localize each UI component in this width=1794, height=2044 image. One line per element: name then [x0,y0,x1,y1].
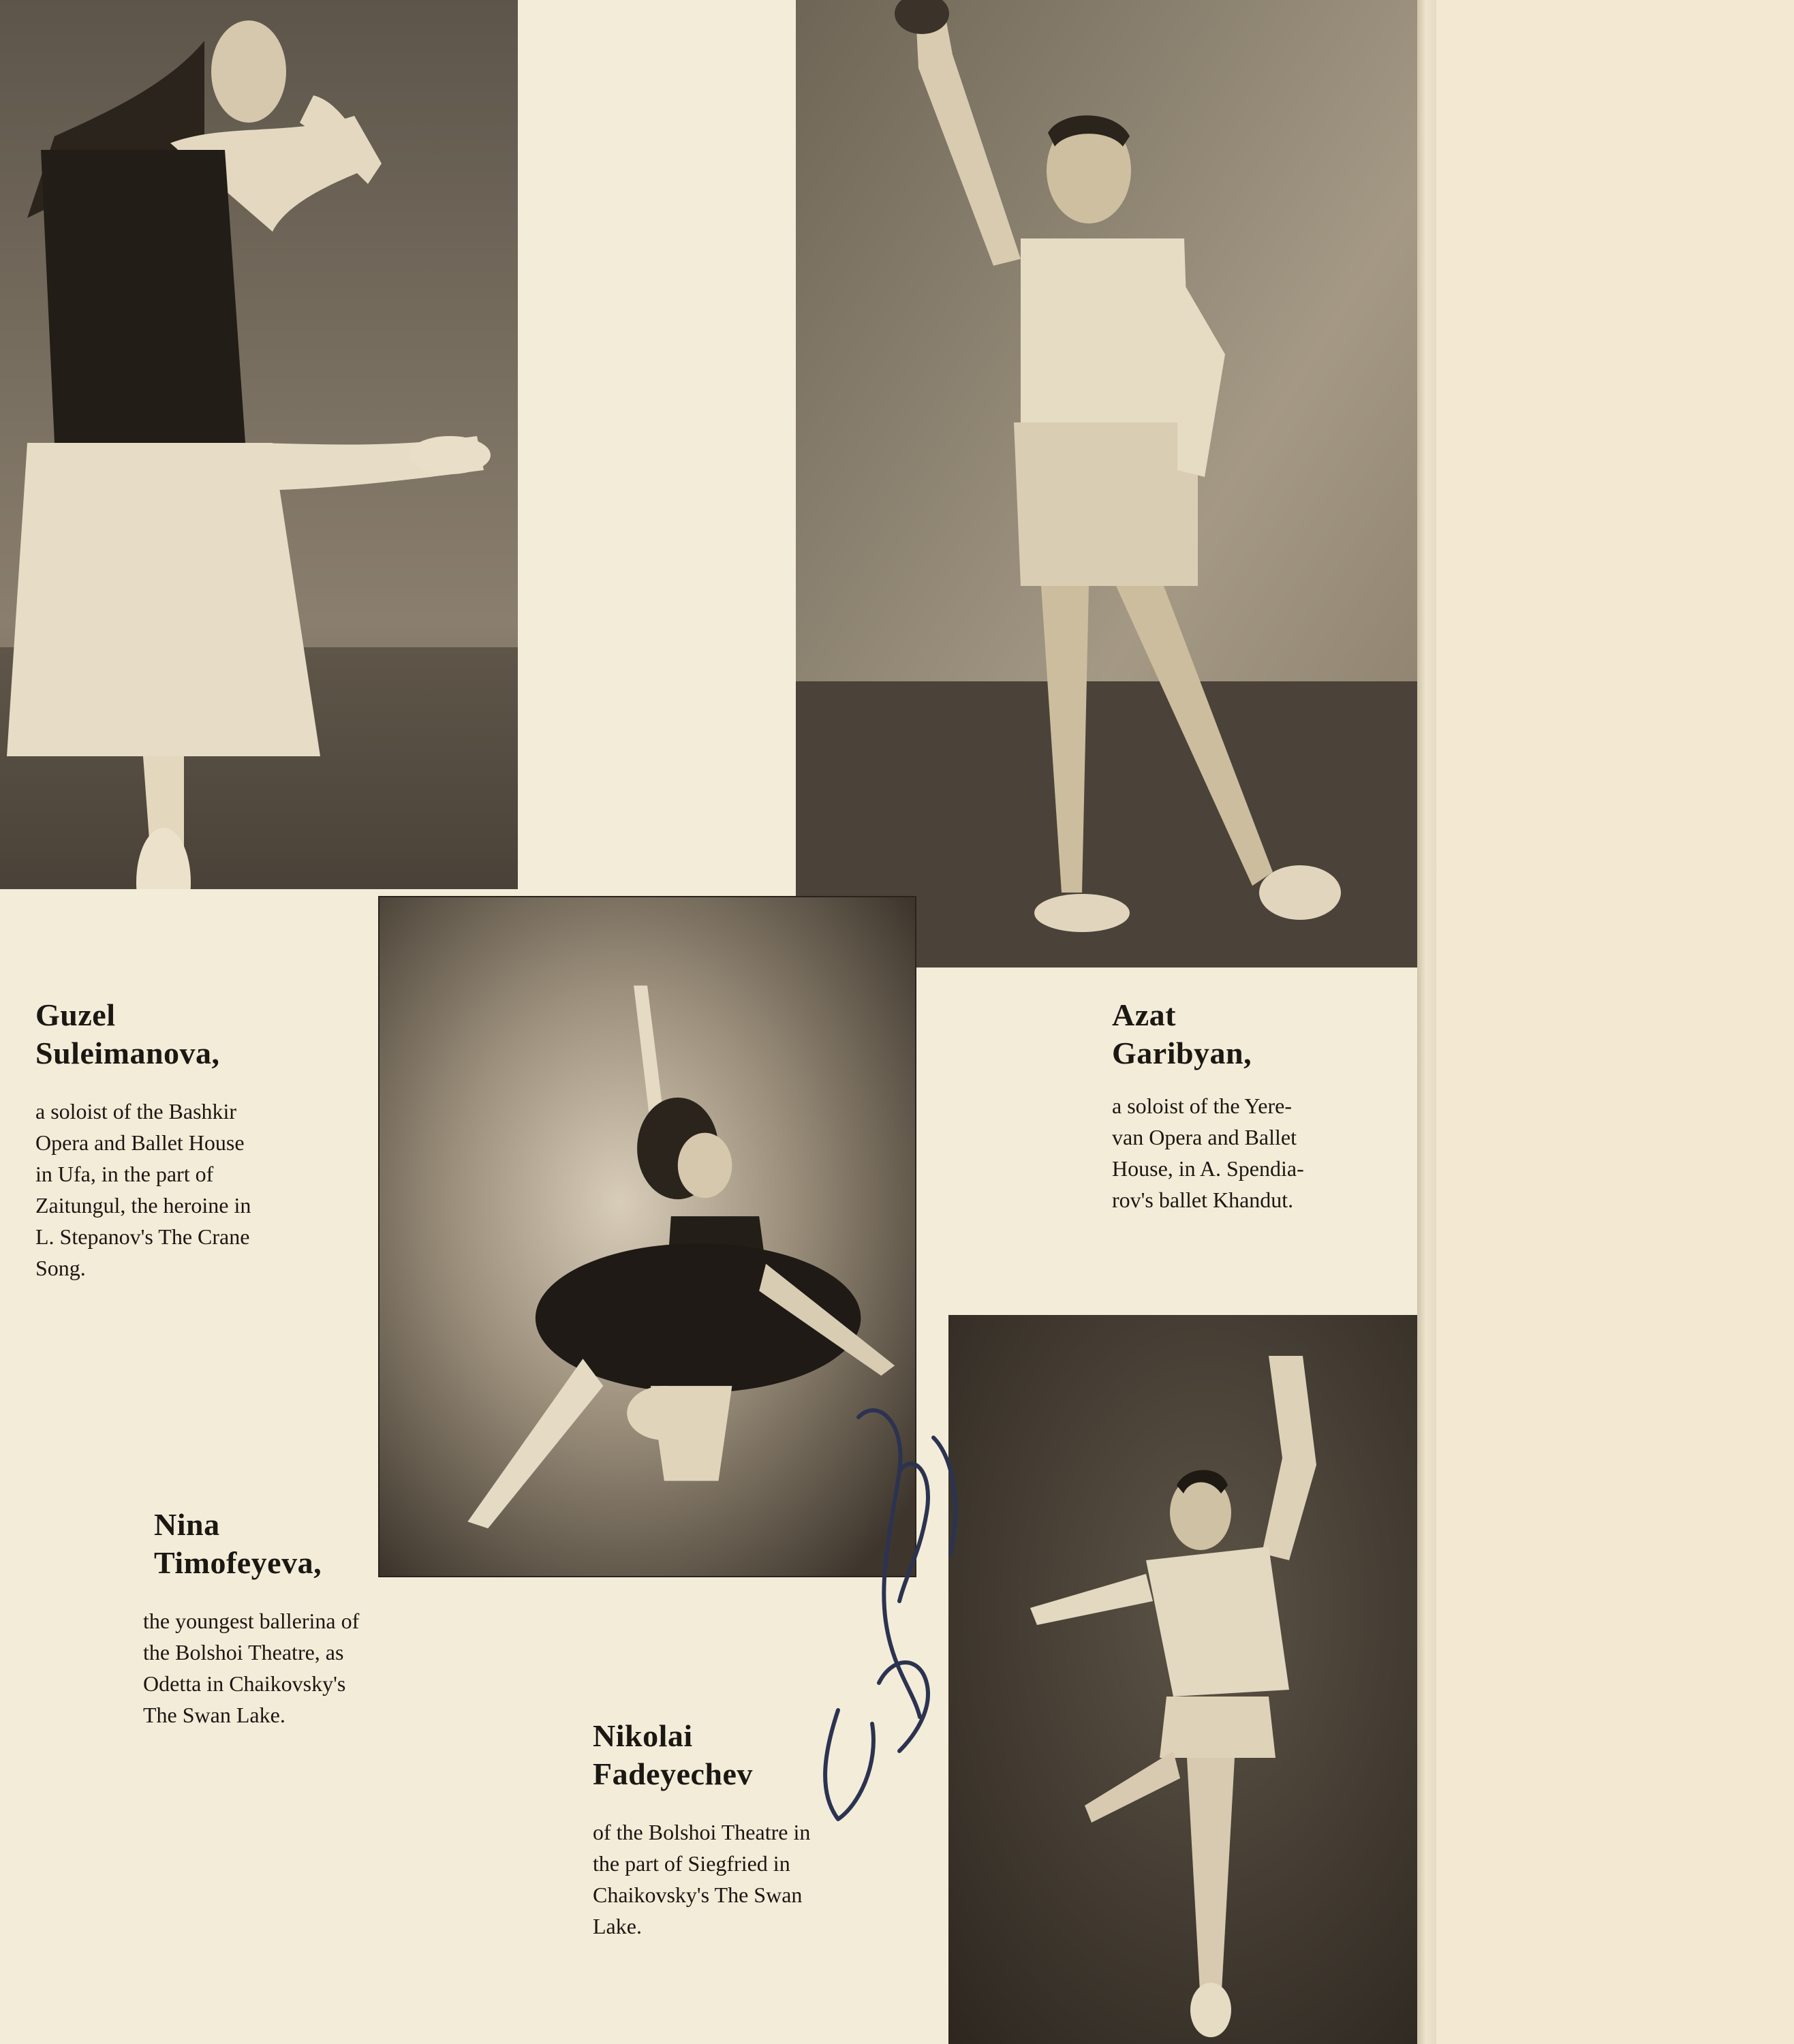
autograph-signature [797,1397,981,1833]
description-line: Opera and Ballet House [35,1130,245,1155]
description-line: Lake. [593,1914,642,1938]
photo-nikolai-fadeyechev [948,1315,1417,2044]
dancer-name [143,1506,453,1582]
description-line: rov's ballet Khandut. [1112,1188,1294,1212]
dancer-description [35,1096,339,1284]
description-line: Song. [35,1256,86,1280]
description-line: Zaitungul, the heroine in [35,1193,251,1218]
description-line: Chaikovsky's The Swan [593,1883,803,1907]
name-line: Guzel [35,997,116,1032]
dancer-description [593,1816,903,1942]
caption-azat-garibyan [1112,996,1381,1215]
description-line: a soloist of the Yere- [1112,1094,1292,1118]
description-line: the part of Siegfried in [593,1851,790,1876]
name-line: Fadeyechev [593,1756,753,1791]
description-line: L. Stepanov's The Crane [35,1224,250,1249]
name-line: Garibyan, [1112,1036,1252,1070]
description-line: The Swan Lake. [143,1703,285,1727]
description-line: van Opera and Ballet [1112,1125,1297,1149]
description-line: the youngest ballerina of [143,1609,360,1633]
page-fold [1417,0,1436,2044]
name-line: Azat [1112,997,1176,1032]
caption-nina-timofeyeva [143,1506,453,1731]
name-line: Suleimanova, [35,1036,220,1070]
description-line: Odetta in Chaikovsky's [143,1671,346,1696]
description-line: the Bolshoi Theatre, as [143,1640,344,1664]
description-line: House, in A. Spendia- [1112,1156,1304,1181]
name-line: Nikolai [593,1718,693,1753]
adjacent-page-edge [1436,0,1794,2044]
description-line: in Ufa, in the part of [35,1162,214,1186]
name-line: Nina [154,1507,220,1542]
dancer-description [1112,1090,1381,1215]
name-line: Timofeyeva, [154,1545,322,1580]
dancer-name [1112,996,1381,1072]
description-line: of the Bolshoi Theatre in [593,1820,811,1844]
photo-guzel-suleimanova [0,0,518,889]
description-line: a soloist of the Bashkir [35,1099,237,1124]
dancer-description [143,1605,453,1731]
caption-guzel-suleimanova [35,996,339,1284]
dancer-name [35,996,339,1072]
photo-azat-garibyan [796,0,1417,967]
